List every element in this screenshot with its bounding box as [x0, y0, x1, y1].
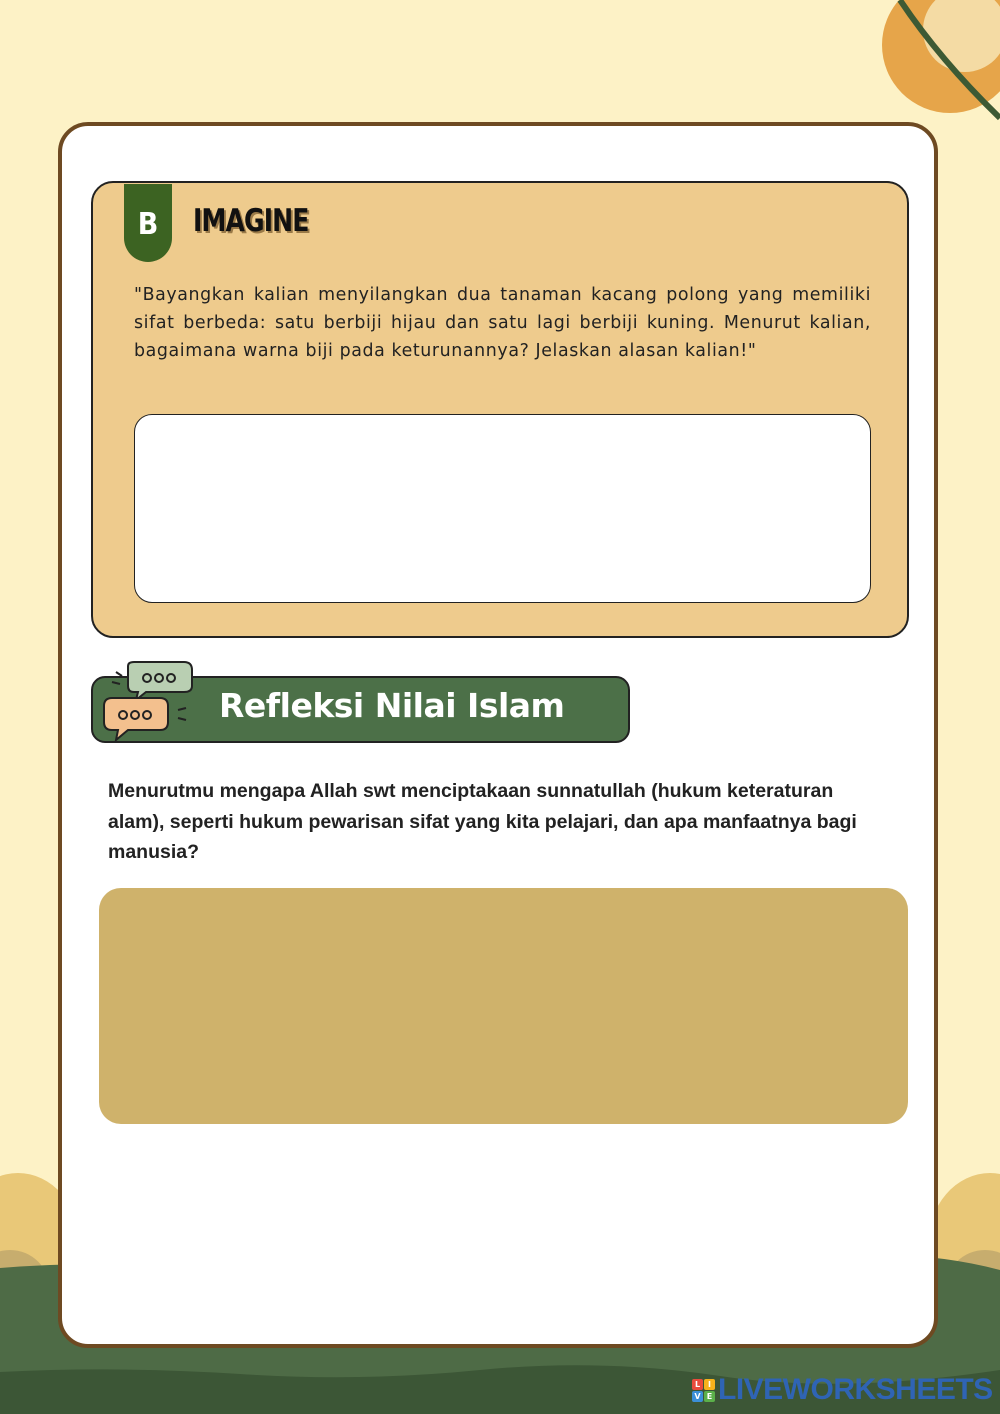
- section-badge: B: [124, 184, 172, 262]
- reflection-question-text: Menurutmu mengapa Allah swt menciptakaan sunnatullah (hukum keteraturan alam), seperti hukum pewarisan sifat yang kita pelajari, dan apa manfaatnya bagi manusia?: [108, 780, 857, 863]
- liveworksheets-brand: [692, 1374, 993, 1406]
- imagine-answer-field[interactable]: [134, 414, 871, 603]
- logo-letter: L: [692, 1379, 703, 1390]
- imagine-question-text: "Bayangkan kalian menyilangkan dua tanaman kacang polong yang memiliki sifat berbeda: satu berbiji hijau dan satu lagi berbiji kuning. Menurut kalian, bagaimana warna biji pada keturunannya? Jelaskan alasan kalian!": [134, 285, 871, 361]
- logo-letter: I: [704, 1379, 715, 1390]
- logo-letter: V: [692, 1391, 703, 1402]
- liveworksheets-logo-icon: [692, 1379, 715, 1402]
- logo-letter: E: [704, 1391, 715, 1402]
- planet-decoration: [882, 0, 1000, 118]
- reflection-title: Refleksi Nilai Islam: [219, 686, 565, 725]
- chat-bubbles-icon: [98, 660, 198, 746]
- reflection-answer-field[interactable]: [99, 888, 908, 1124]
- section-title: IMAGINE: [193, 203, 309, 239]
- brand-name: LIVEWORKSHEETS: [718, 1373, 993, 1406]
